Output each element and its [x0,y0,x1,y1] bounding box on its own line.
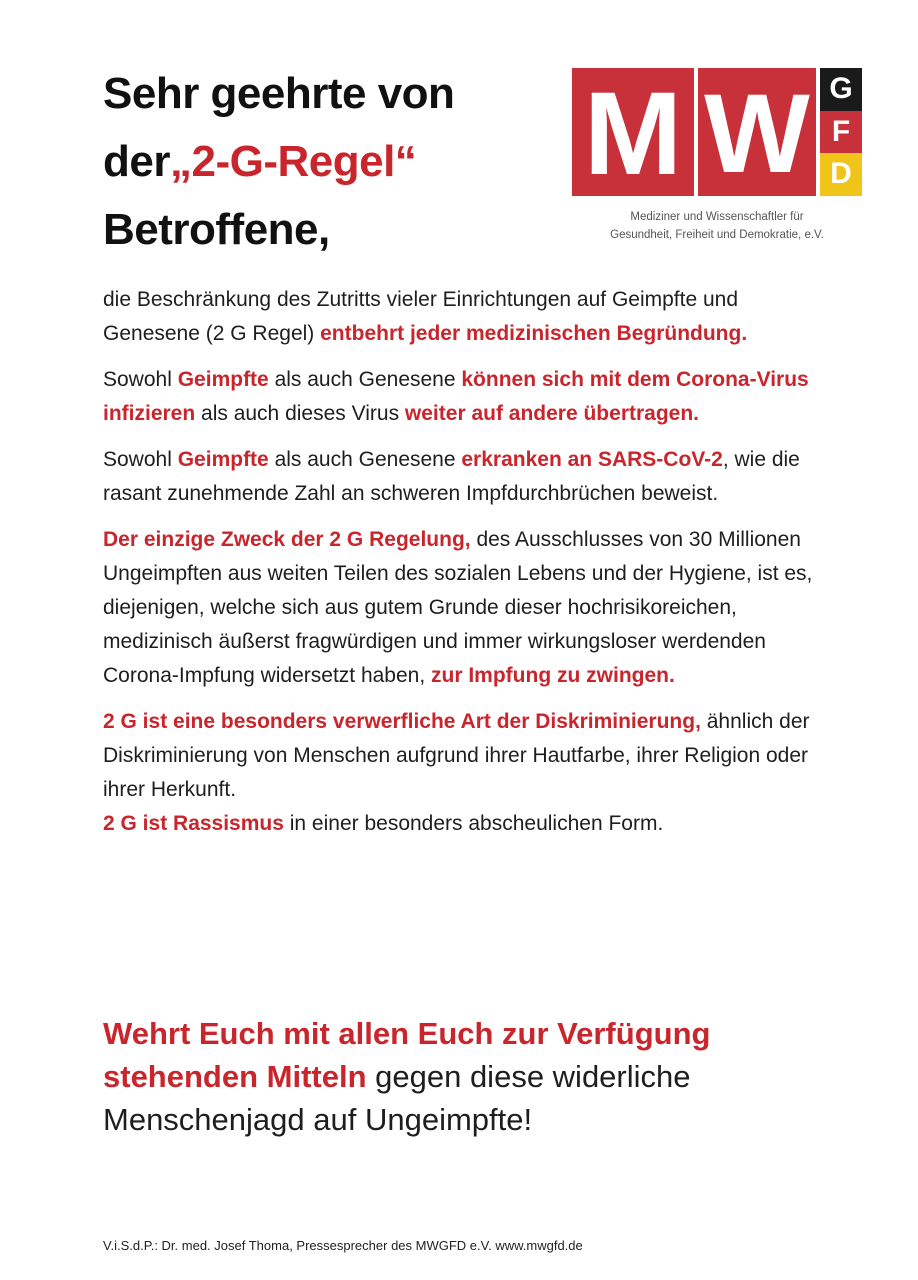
logo-letter-m: M [572,68,694,196]
logo-letter-w: W [698,68,816,196]
p4-highlight-1: Der einzige Zweck der 2 G Regelung, [103,528,471,551]
heading-line-1: Sehr geehrte von [103,69,455,118]
p3-highlight-1: Geimpfte [177,448,269,471]
mwgfd-logo [572,68,862,200]
paragraph-3 [103,443,839,511]
paragraph-2 [103,363,839,431]
p2-text-3: als auch dieses Virus [195,402,405,425]
heading-prefix: der [103,137,170,186]
logo-flag-g: G [820,68,862,111]
logo-caption [572,208,862,244]
p4-highlight-2: zur Impfung zu zwingen. [431,664,675,687]
logo-flag-f: F [820,111,862,154]
logo-flag-d: D [820,153,862,196]
p3-text-3: , wie die rasant zunehmende Zahl an schweren Impfdurchbrüchen beweist. [103,448,800,505]
p2-text-1: Sowohl [103,368,178,391]
p3-text-2: als auch Genesene [268,448,462,471]
p3-text-1: Sowohl [103,448,178,471]
paragraph-4 [103,523,839,693]
heading-rule-name: „2-G-Regel“ [169,137,417,186]
p2-highlight-3: weiter auf andere übertragen. [404,402,700,425]
logo-caption-line-1: Mediziner und Wissenschaftler für [630,211,804,223]
paragraph-5 [103,705,839,807]
p2-text-2: als auch Genesene [268,368,462,391]
body-text [103,283,839,853]
heading-line-3: Betroffene, [103,205,330,254]
paragraph-1 [103,283,839,351]
closing-text: gegen diese widerliche Menschenjagd auf Ungeimpfte! [103,1059,691,1137]
p2-highlight-2: können sich mit dem Corona-Virus infizieren [103,368,809,425]
logo-caption-line-2: Gesundheit, Freiheit und Demokratie, e.V. [610,229,824,241]
p6-highlight: 2 G ist Rassismus [103,812,284,835]
p4-text-1: des Ausschlusses von 30 Millionen Ungeimpften aus weiten Teilen des sozialen Lebens und der Hygiene, ist es, diejenigen, welche sich aus gutem Grunde dieser hochrisikoreichen, medizinisch äußerst fragwürdigen und immer wirkungsloser werdenden Corona-Impfung widersetzt haben, [103,528,813,687]
heading-line-2 [103,128,543,196]
page-heading [103,60,543,264]
p2-highlight-1: Geimpfte [177,368,269,391]
p5-text: ähnlich der Diskriminierung von Menschen aufgrund ihrer Hautfarbe, ihrer Religion oder ihrer Herkunft. [103,710,810,801]
paragraph-6 [103,807,839,841]
closing-highlight: Wehrt Euch mit allen Euch zur Verfügung stehenden Mitteln [103,1016,711,1094]
p1-highlight: entbehrt jeder medizinischen Begründung. [320,322,748,345]
p3-highlight-2: erkranken an SARS-CoV-2 [461,448,723,471]
p6-text: in einer besonders abscheulichen Form. [283,812,664,835]
p1-text: die Beschränkung des Zutritts vieler Einrichtungen auf Geimpfte und Genesene (2 G Regel) [103,288,739,345]
footer-imprint: V.i.S.d.P.: Dr. med. Josef Thoma, Pressesprecher des MWGFD e.V. www.mwgfd.de [103,1238,583,1253]
p5-highlight: 2 G ist eine besonders verwerfliche Art der Diskriminierung, [103,710,701,733]
logo-flag [820,68,862,196]
closing-appeal [103,1012,843,1141]
